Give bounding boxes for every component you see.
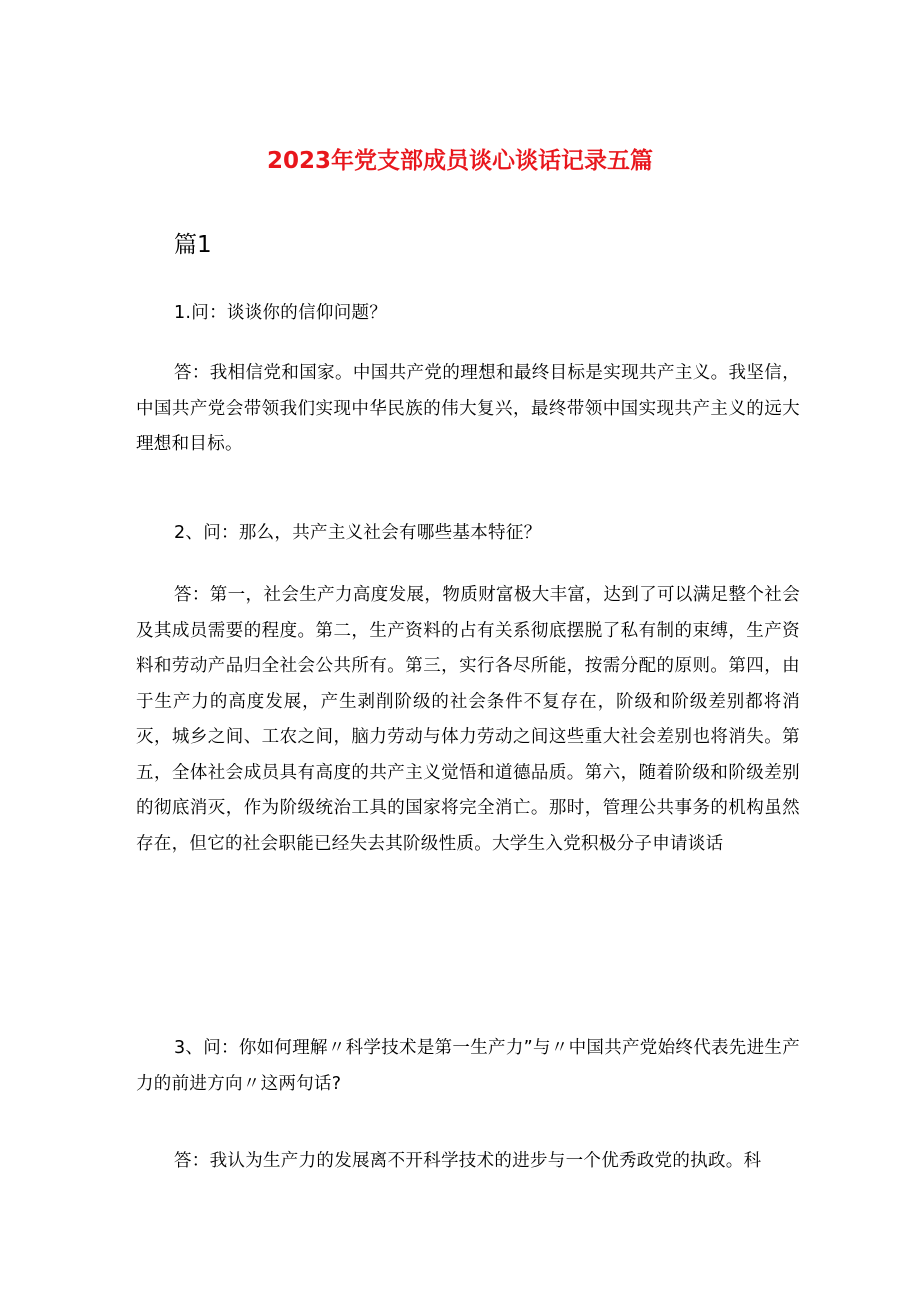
question-2: 2、问：那么，共产主义社会有哪些基本特征？ xyxy=(174,523,542,543)
document-title: 2023年党支部成员谈心谈话记录五篇 xyxy=(266,148,653,174)
section-heading: 篇1 xyxy=(174,232,212,258)
question-1: 1.问：谈谈你的信仰问题？ xyxy=(174,303,388,323)
answer-2: 答：第一，社会生产力高度发展，物质财富极大丰富，达到了可以满足整个社会及其成员需要的程度。第二，生产资料的占有关系彻底摆脱了私有制的束缚，生产资料和劳动产品归全社会公共所有。第三，实行各尽所能，按需分配的原则。第四，由于生产力的高度发展，产生剥削阶级的社会条件不复存在，阶级和阶级差别都将消灭，城乡之间、工农之间，脑力劳动与体力劳动之间这些重大社会差别也将消失。第五，全体社会成员具有高度的共产主义觉悟和道德品质。第六，随着阶级和阶级差别的彻底消灭，作为阶级统治工具的国家将完全消亡。那时，管理公共事务的机构虽然存在，但它的社会职能已经失去其阶级性质。大学生入党积极分子申请谈话 xyxy=(136,585,800,854)
answer-1: 答：我相信党和国家。中国共产党的理想和最终目标是实现共产主义。我坚信，中国共产党会带领我们实现中华民族的伟大复兴，最终带领中国实现共产主义的远大理想和目标。 xyxy=(136,363,800,454)
question-3: 3、问：你如何理解〃科学技术是第一生产力”与〃中国共产党始终代表先进生产力的前进方向〃这两句话? xyxy=(136,1038,800,1094)
answer-3: 答：我认为生产力的发展离不开科学技术的进步与一个优秀政党的执政。科 xyxy=(174,1151,762,1171)
